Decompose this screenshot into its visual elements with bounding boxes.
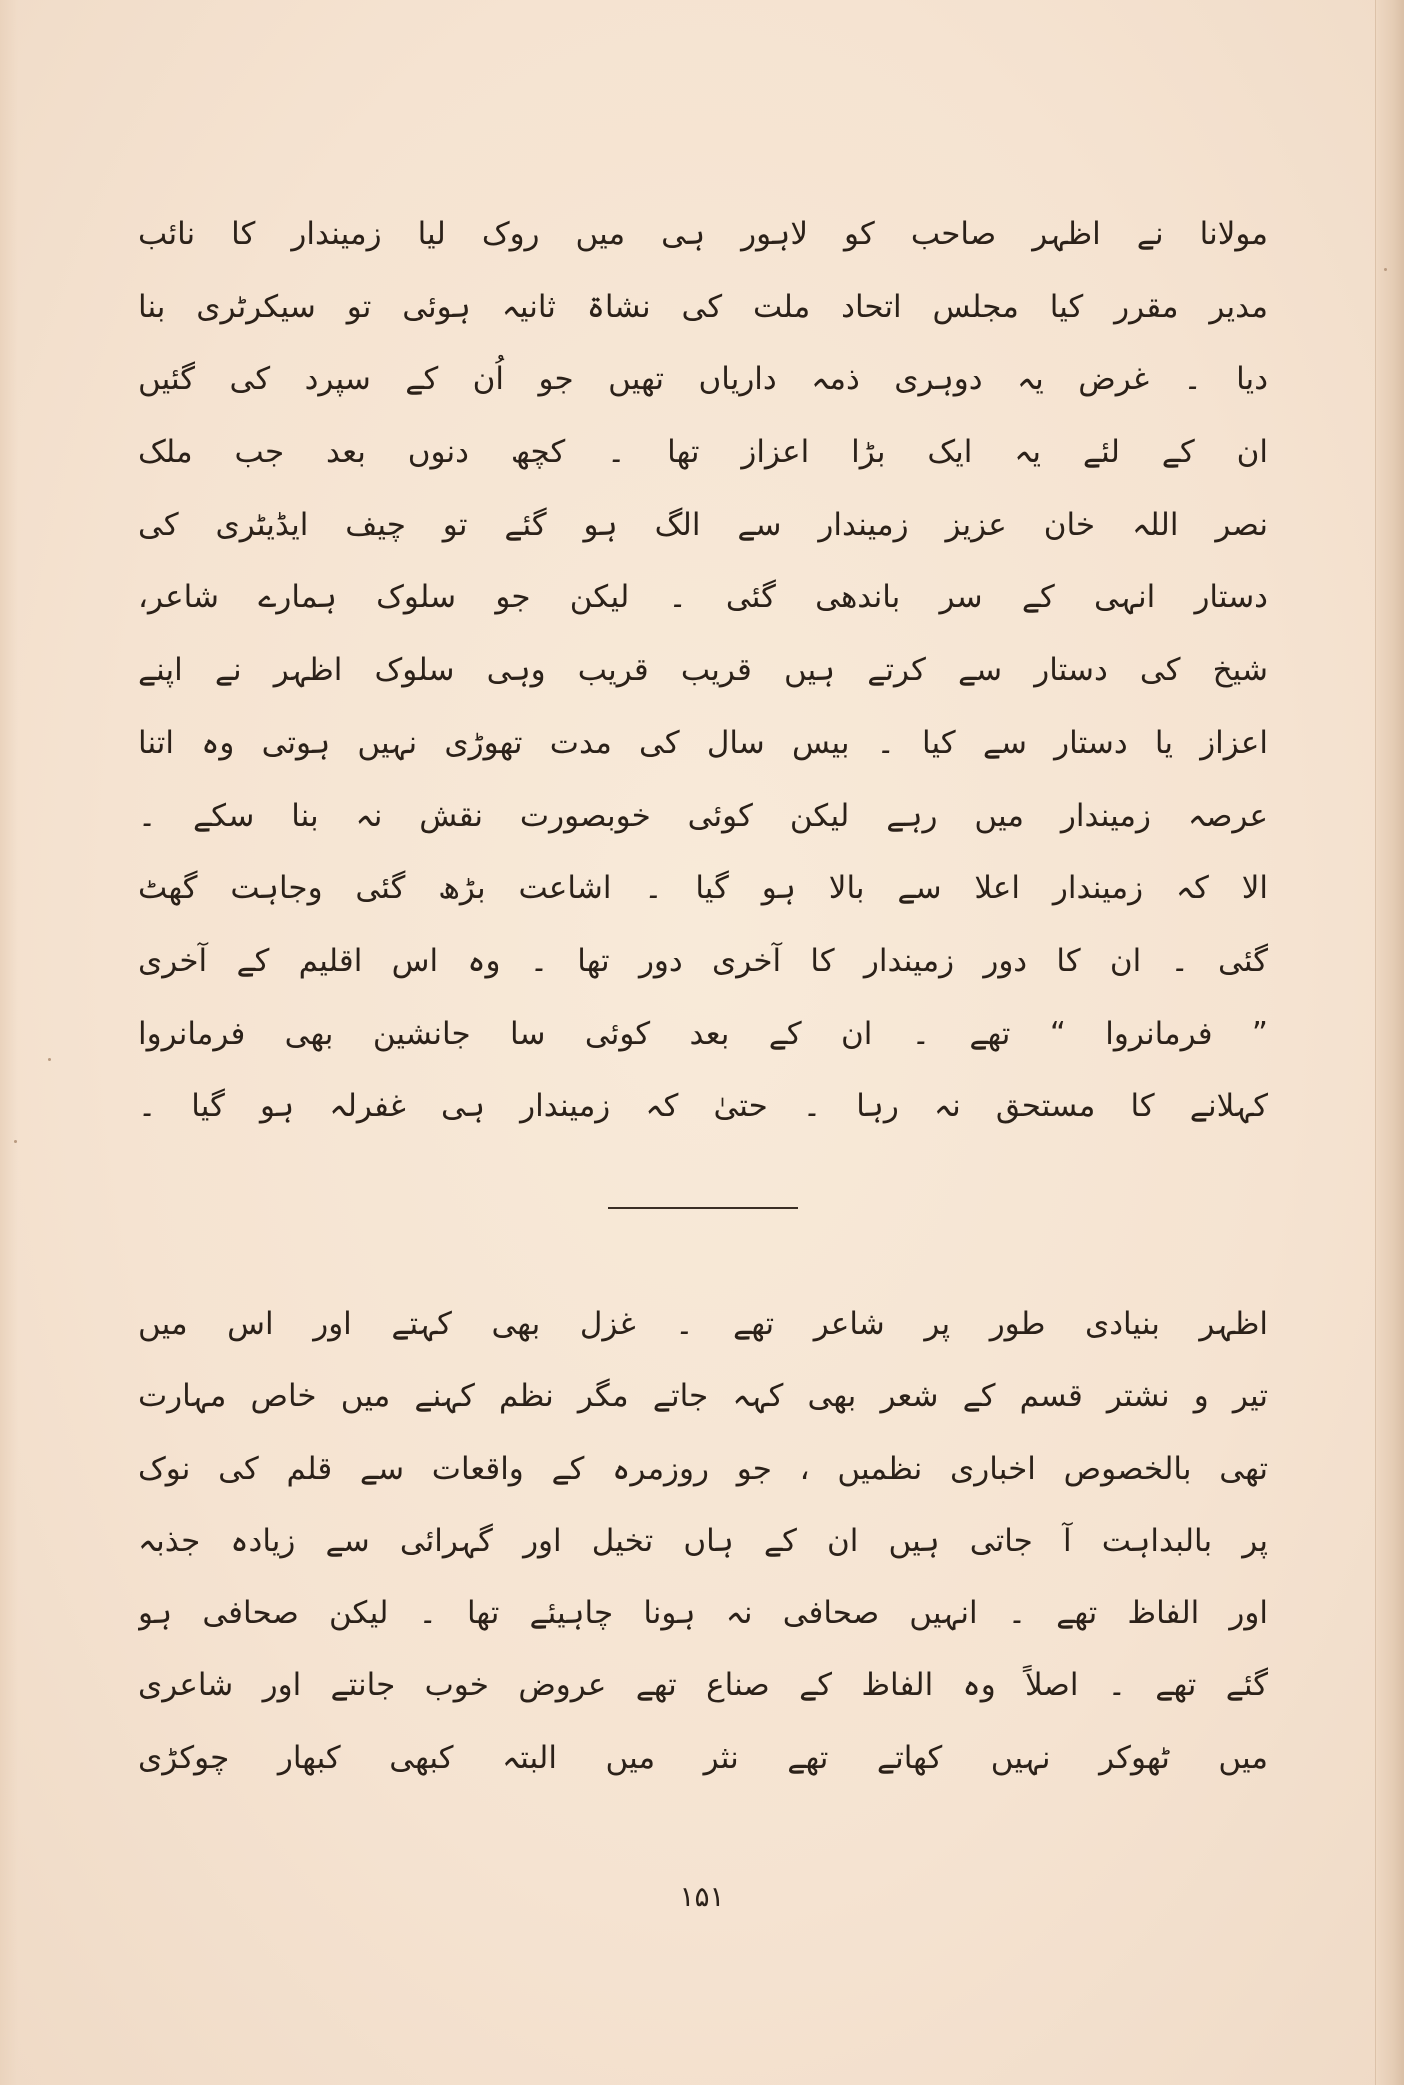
text-line: عرصہ زمیندار میں رہے لیکن کوئی خوبصورت نقش نہ بنا سکے ۔: [138, 797, 1268, 834]
page-number: ۱۵۱: [679, 1880, 725, 1913]
text-line: تھی بالخصوص اخباری نظمیں ، جو روزمرہ کے واقعات سے قلم کی نوک: [138, 1450, 1268, 1487]
text-line: کہلانے کا مستحق نہ رہا ۔ حتیٰ کہ زمیندار ہی غفرلہ ہو گیا ۔: [138, 1088, 1268, 1125]
text-line: تیر و نشتر قسم کے شعر بھی کہہ جاتے مگر نظم کہنے میں خاص مہارت: [138, 1378, 1268, 1415]
text-line: گئے تھے ۔ اصلاً وہ الفاظ کے صناع تھے عروض خوب جانتے اور شاعری: [138, 1667, 1268, 1704]
text-line: میں ٹھوکر نہیں کھاتے تھے نثر میں البتہ کبھی کبھار چوکڑی: [138, 1739, 1268, 1776]
text-line: اور الفاظ تھے ۔ انہیں صحافی نہ ہونا چاہیئے تھا ۔ لیکن صحافی ہو: [138, 1595, 1268, 1632]
text-line: ان کے لئے یہ ایک بڑا اعزاز تھا ۔ کچھ دنوں بعد جب ملک: [138, 434, 1268, 471]
text-line: مولانا نے اظہر صاحب کو لاہور ہی میں روک لیا زمیندار کا نائب: [138, 216, 1268, 252]
text-line: پر بالبداہت آ جاتی ہیں ان کے ہاں تخیل اور گہرائی سے زیادہ جذبہ: [138, 1522, 1268, 1559]
page-left-shadow: [0, 0, 18, 2085]
text-line: گئی ۔ ان کا دور زمیندار کا آخری دور تھا ۔ وہ اس اقلیم کے آخری: [138, 942, 1268, 979]
text-line: ” فرمانروا “ تھے ۔ ان کے بعد کوئی سا جانشین بھی فرمانروا: [138, 1015, 1268, 1052]
page-right-edge: [1375, 0, 1404, 2085]
paper-speck: [1384, 268, 1387, 271]
text-line: الا کہ زمیندار اعلا سے بالا ہو گیا ۔ اشاعت بڑھ گئی وجاہت گھٹ: [138, 870, 1268, 907]
paragraph-2: [138, 1288, 1268, 1794]
section-separator: [608, 1207, 798, 1209]
text-line: شیخ کی دستار سے کرتے ہیں قریب قریب وہی سلوک اظہر نے اپنے: [138, 652, 1268, 689]
text-line: مدیر مقرر کیا مجلس اتحاد ملت کی نشاۃ ثانیہ ہوئی تو سیکرٹری بنا: [138, 288, 1268, 325]
text-line: دستار انہی کے سر باندھی گئی ۔ لیکن جو سلوک ہمارے شاعر،: [138, 579, 1268, 616]
paper-speck: [14, 1140, 17, 1143]
text-line: دیا ۔ غرض یہ دوہری ذمہ داریاں تھیں جو اُن کے سپرد کی گئیں: [138, 361, 1268, 398]
text-line: اعزاز یا دستار سے کیا ۔ بیس سال کی مدت تھوڑی نہیں ہوتی وہ اتنا: [138, 724, 1268, 761]
text-line: نصر اللہ خان عزیز زمیندار سے الگ ہو گئے تو چیف ایڈیٹری کی: [138, 506, 1268, 543]
paragraph-1: [138, 198, 1268, 1143]
paper-speck: [48, 1058, 51, 1061]
text-line: اظہر بنیادی طور پر شاعر تھے ۔ غزل بھی کہتے اور اس میں: [138, 1306, 1268, 1342]
